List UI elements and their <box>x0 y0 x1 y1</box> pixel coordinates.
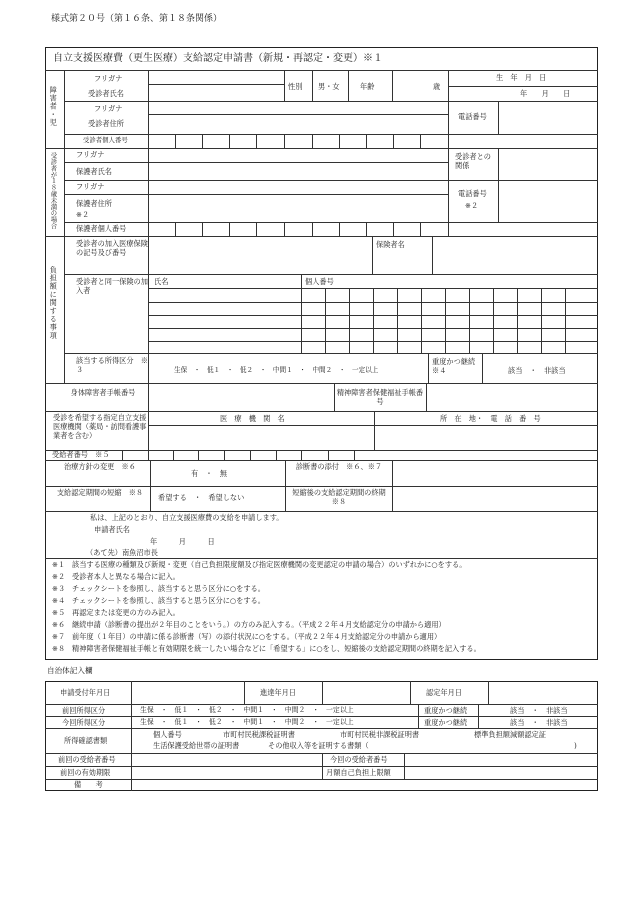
treatment-change-label: 治療方針の変更 ※６ <box>64 462 136 471</box>
member-number-inputs[interactable] <box>303 289 596 352</box>
shortened-end-label: 短縮後の支給認定期間の終期 ※８ <box>292 488 393 506</box>
prev-severe-label: 重度かつ継続 <box>424 706 468 715</box>
guardian-personal-number-label: 保護者個人番号 <box>76 224 127 233</box>
member-name-inputs[interactable] <box>150 289 299 352</box>
addressee: （あて先）南魚沼市長 <box>86 548 158 557</box>
guardian-address-label: 保護者住所 <box>76 199 112 208</box>
guardian-address-input[interactable] <box>150 196 446 220</box>
income-docs-label: 所得確認書類 <box>64 736 108 745</box>
guardian-furigana-label: フリガナ <box>76 150 105 159</box>
patient-name-label: 受診者氏名 <box>88 89 124 98</box>
sex-options[interactable]: 男・女 <box>318 82 340 91</box>
member-name-header: 氏名 <box>154 277 169 286</box>
patient-personal-number-input[interactable] <box>150 135 595 147</box>
guardian-name-input[interactable] <box>150 164 446 178</box>
curr-severe-options[interactable]: 該当 ・ 非該当 <box>510 718 568 727</box>
curr-income-options[interactable]: 生保 ・ 低１ ・ 低２ ・ 中間１ ・ 中間２ ・ 一定以上 <box>140 718 354 726</box>
approved-date-label: 認定年月日 <box>426 688 462 697</box>
note-mark: ※８ <box>52 644 66 653</box>
institution-label: 受診を希望する指定自立支援医療機関（薬局・訪問看護事業者を含む） <box>53 413 147 440</box>
institution-address-header: 所 在 地・ 電 話 番 号 <box>440 414 541 423</box>
application-date[interactable]: 年 月 日 <box>150 537 215 546</box>
guardian-relation-label: 受診者との関係 <box>455 152 491 170</box>
same-insurance-label: 受診者と同一保険の加入者 <box>76 277 148 295</box>
patient-name-input[interactable] <box>150 86 283 102</box>
physical-handbook-label: 身体障害者手帳番号 <box>70 388 136 397</box>
guardian-address-note: ※２ <box>76 210 90 219</box>
note-mark: ※７ <box>52 632 66 641</box>
income-class-options[interactable]: 生保 ・ 低１ ・ 低２ ・ 中間１ ・ 中間２ ・ 一定以上 <box>174 366 379 374</box>
note-text: 受診者本人と異なる場合に記入。 <box>72 572 180 581</box>
applicant-name-label: 申請者氏名 <box>94 525 130 534</box>
note-mark: ※２ <box>52 572 66 581</box>
guardian-furigana2-label: フリガナ <box>76 182 105 191</box>
burden-section-label: 負担額に関する事項 <box>49 266 59 340</box>
recipient-number-label: 受給者番号 ※５ <box>52 450 110 459</box>
patient-address-input[interactable] <box>150 116 446 132</box>
institution-name-header: 医 療 機 関 名 <box>220 414 285 423</box>
member-number-header: 個人番号 <box>305 277 334 286</box>
note-item <box>52 645 597 657</box>
prev-validity-label: 前回の有効期限 <box>60 768 111 777</box>
curr-recipient-number-input[interactable] <box>406 754 596 762</box>
prev-recipient-number-input[interactable] <box>133 754 319 762</box>
patient-phone-label: 電話番号 <box>458 112 487 121</box>
guardian-phone-note: ※２ <box>465 201 479 210</box>
age-label: 年齢 <box>360 82 375 91</box>
age-unit: 歳 <box>433 82 441 91</box>
doc-other-proof[interactable]: 生活保護受給世帯の証明書 その他収入等を証明する書類（ <box>153 741 369 750</box>
guardian-name-label: 保護者氏名 <box>76 167 112 176</box>
guardian-phone-input[interactable] <box>500 182 596 220</box>
applicant-name-input[interactable] <box>150 524 450 536</box>
prev-validity-input[interactable] <box>133 768 319 777</box>
patient-address-label: 受診者住所 <box>88 119 124 128</box>
form-title: 自立支援医療費（更生医療）支給認定申請書（新規・再認定・変更）※１ <box>53 53 383 64</box>
insurance-symbol-input[interactable] <box>150 238 370 272</box>
prev-income-label: 前回所得区分 <box>62 706 106 715</box>
recipient-number-input[interactable] <box>124 451 596 459</box>
mental-handbook-input[interactable] <box>428 385 596 409</box>
severe-continuous-options[interactable]: 該当 ・ 非該当 <box>508 366 566 375</box>
curr-severe-label: 重度かつ継続 <box>424 718 468 727</box>
note-text: 精神障害者保健福祉手帳と有効期限を統一したい場合などに「希望する」に○をし、短縮後の支給認定期間の終期を記入する。 <box>72 644 481 653</box>
remarks-label: 備 考 <box>74 780 103 789</box>
birthdate-label: 生 年 月 日 <box>496 73 547 82</box>
monthly-limit-label: 月額自己負担上限額 <box>326 768 391 777</box>
institution-name-input[interactable] <box>150 427 372 448</box>
curr-recipient-number-label: 今回の受給者番号 <box>330 755 388 764</box>
prev-severe-options[interactable]: 該当 ・ 非該当 <box>510 706 568 715</box>
received-date-input[interactable] <box>133 683 273 702</box>
note-text: 再認定または変更の方のみ記入。 <box>72 608 180 617</box>
income-class-label: 該当する所得区分 ※３ <box>76 356 148 374</box>
approved-date-input[interactable] <box>490 683 596 702</box>
guardian-section-label: 受診者が１８歳未満の場合 <box>49 152 58 229</box>
doc-personal-number[interactable]: 個人番号 <box>153 730 182 739</box>
note-text: 該当する医療の種類及び新規・変更（自己負担限度額及び指定医療機関の変更認定の申請の場合）のいずれかに○をする。 <box>72 560 467 569</box>
mental-handbook-label: 精神障害者保健福祉手帳番号 <box>336 388 424 406</box>
form-number: 様式第２０号（第１６条、第１８条関係） <box>51 14 223 24</box>
doc-other-close: ) <box>574 741 577 750</box>
treatment-change-options[interactable]: 有 ・ 無 <box>191 469 227 478</box>
shortening-label: 支給認定期間の短縮 ※８ <box>56 488 144 497</box>
insurer-name-input[interactable] <box>434 238 596 272</box>
note-text: チェックシートを参照し、該当すると思う区分に○をする。 <box>72 584 265 593</box>
patient-furigana-label: フリガナ <box>94 74 123 83</box>
doc-reduction-certificate[interactable]: 標準負担額減額認定証 <box>474 730 546 739</box>
shortening-options[interactable]: 希望する ・ 希望しない <box>158 493 245 502</box>
doc-tax-certificate[interactable]: 市町村民税課税証明書 <box>223 730 295 739</box>
received-date-label: 申請受付年月日 <box>60 688 111 697</box>
physical-handbook-input[interactable] <box>150 385 332 409</box>
patient-personal-number-label: 受診者個人番号 <box>83 136 128 144</box>
birthdate-input[interactable]: 年 月 日 <box>520 89 571 98</box>
note-mark: ※４ <box>52 596 66 605</box>
prev-recipient-number-label: 前回の受給者番号 <box>58 755 116 764</box>
shortened-end-input[interactable] <box>394 488 596 509</box>
patient-furigana2-label: フリガナ <box>94 104 123 113</box>
municipal-heading: 自治体記入欄 <box>47 666 93 675</box>
note-mark: ※３ <box>52 584 66 593</box>
notes-list <box>52 561 597 657</box>
diagnosis-attached-label: 診断書の添付 ※６、※７ <box>295 462 383 471</box>
prev-income-options[interactable]: 生保 ・ 低１ ・ 低２ ・ 中間１ ・ 中間２ ・ 一定以上 <box>140 706 354 714</box>
monthly-limit-input[interactable] <box>406 768 596 777</box>
severe-continuous-label: 重度かつ継続 ※４ <box>432 357 483 375</box>
note-mark: ※５ <box>52 608 66 617</box>
doc-non-tax-certificate[interactable]: 市町村民税非課税証明書 <box>340 730 420 739</box>
curr-income-label: 今回所得区分 <box>62 718 106 727</box>
note-mark: ※１ <box>52 560 66 569</box>
patient-phone-input[interactable] <box>500 103 596 132</box>
diagnosis-attached-input[interactable] <box>394 462 596 484</box>
insurance-symbol-label: 受診者の加入医療保険の記号及び番号 <box>76 239 148 257</box>
sex-label: 性別 <box>288 82 303 91</box>
age-input[interactable] <box>394 72 430 99</box>
insurer-name-label: 保険者名 <box>376 240 405 249</box>
remarks-input[interactable] <box>133 780 596 790</box>
note-text: 前年度（１年目）の申請に係る診断書（写）の添付状況に○をする。（平成２２年４月支給認定分の申請から適用） <box>72 632 442 641</box>
guardian-relation-input[interactable] <box>500 150 596 178</box>
declaration-text: 私は、上記のとおり、自立支援医療費の支給を申請します。 <box>90 513 284 522</box>
note-text: チェックシートを参照し、該当すると思う区分に○をする。 <box>72 596 265 605</box>
guardian-personal-number-input[interactable] <box>150 223 595 235</box>
forwarded-date-input[interactable] <box>324 683 408 702</box>
institution-address-input[interactable] <box>376 427 596 448</box>
guardian-phone-label: 電話番号 <box>458 189 487 198</box>
note-mark: ※６ <box>52 620 66 629</box>
note-text: 継続申請（診断書の提出が２年目のことをいう。）の方のみ記入する。（平成２２年４月支給認定分の申請から適用） <box>72 620 446 629</box>
patient-section-label: 障害者・児 <box>49 86 59 127</box>
forwarded-date-label: 進達年月日 <box>260 688 296 697</box>
